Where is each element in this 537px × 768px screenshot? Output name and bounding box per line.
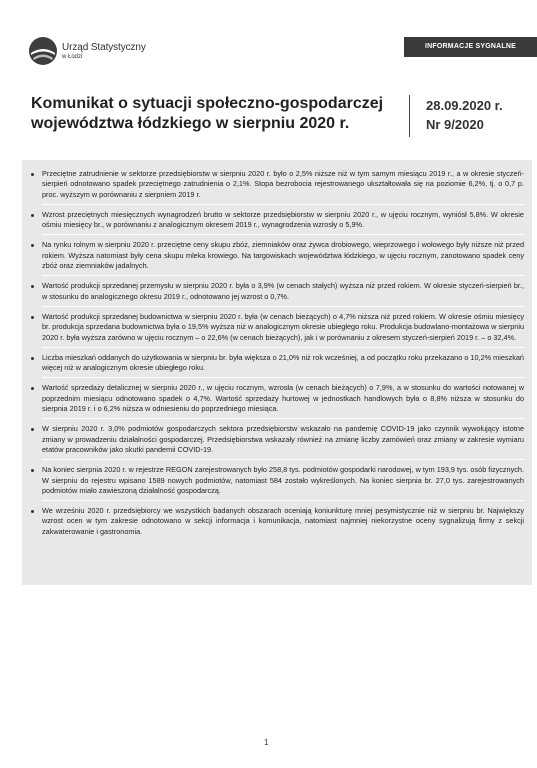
bullet-icon bbox=[31, 469, 34, 472]
highlight-text: Na rynku rolnym w sierpniu 2020 r. przeciętne ceny skupu zbóż, ziemniaków oraz żywca drobiowego, wieprzowego i wołowego były niższe niż przed rokiem. Wyższa natomiast były cena skupu mleka krowiego. Na targowiskach województwa łódzkiego, w ujęciu rocznym, zanotowano spadek ceny zbóż oraz ziemniaków jadalnych. bbox=[42, 240, 524, 271]
bullet-icon bbox=[31, 244, 34, 247]
divider bbox=[42, 459, 524, 460]
highlight-business-climate bbox=[22, 506, 532, 537]
highlight-text: Wartość produkcji sprzedanej budownictwa w sierpniu 2020 r. była (w cenach bieżących) o 4,7% niższa niż przed rokiem. W okresie ośmiu miesięcy br. produkcja sprzedana budownictwa była o 19,5% wyższa niż w analogicznym okresie ubiegłego roku. Produkcja budowlano-montażowa w sierpniu 2020 r. była wyższa zarówno w ujęciu rocznym – o 22,6% (w cenach bieżących), jak i w porównaniu z okresem styczeń-sierpień 2019 r. – o 32,4%. bbox=[42, 311, 524, 342]
highlights-panel bbox=[22, 160, 532, 585]
highlight-wages bbox=[22, 210, 532, 236]
issue-number: Nr 9/2020 bbox=[426, 117, 484, 132]
divider bbox=[42, 204, 524, 205]
highlight-industry bbox=[22, 281, 532, 307]
highlight-agriculture bbox=[22, 240, 532, 276]
divider bbox=[42, 500, 524, 501]
highlight-text: Przeciętne zatrudnienie w sektorze przedsiębiorstw w sierpniu 2020 r. było o 2,5% niższe niż w tym samym miesiącu 2019 r., a w okresie styczeń-sierpień odnotowano spadek przeciętnego zatrudnienia o 2,1%. Stopa bezrobocia rejestrowanego ukształtowała się na poziomie 6,2%, tj. o 0,7 p. proc. wyższym w porównaniu z sierpniem 2019 r. bbox=[42, 169, 524, 199]
bullet-icon bbox=[31, 173, 34, 176]
divider bbox=[42, 306, 524, 307]
bullet-icon bbox=[31, 316, 34, 319]
highlight-regon bbox=[22, 465, 532, 501]
bullet-icon bbox=[31, 285, 34, 288]
page-number: 1 bbox=[264, 738, 269, 747]
highlight-construction bbox=[22, 312, 532, 348]
title-line-1: Komunikat o sytuacji społeczno-gospodarczej bbox=[31, 95, 384, 112]
highlight-text: Wartość sprzedaży detalicznej w sierpniu 2020 r., w ujęciu rocznym, wzrosła (w cenach bieżących) o 7,9%, a w stosunku do wartości notowanej w poprzednim miesiącu odnotowano spadek o 4,7%. Wartość sprzedaży hurtowej w jednostkach handlowych była o 8,8% niższa w stosunku do sierpnia 2019 r. i o 6,2% niższa w odniesieniu do poprzedniego miesiąca. bbox=[42, 383, 524, 414]
highlight-text: Wzrost przeciętnych miesięcznych wynagrodzeń brutto w sektorze przedsiębiorstw w sierpniu 2020 r., w ujęciu rocznym, wyniósł 5,8%. W okresie ośmiu miesięcy br., w porównaniu z analogicznym okresem 2019 r., wynagrodzenia wzrosły o 5,9%. bbox=[42, 209, 524, 230]
category-badge: INFORMACJE SYGNALNE bbox=[404, 37, 537, 57]
highlight-housing bbox=[22, 353, 532, 379]
highlight-retail bbox=[22, 383, 532, 419]
bullet-icon bbox=[31, 387, 34, 390]
org-name-block bbox=[62, 42, 146, 61]
org-name: Urząd Statystyczny bbox=[62, 42, 146, 53]
gus-logo-icon bbox=[28, 36, 58, 66]
title-line-2: województwa łódzkiego w sierpniu 2020 r. bbox=[31, 115, 350, 132]
issue-date: 28.09.2020 r. bbox=[426, 98, 503, 113]
divider bbox=[42, 275, 524, 276]
highlight-text: Na koniec sierpnia 2020 r. w rejestrze REGON zarejestrowanych było 258,8 tys. podmiotów gospodarki narodowej, w tym 193,9 tys. osób fizycznych. W sierpniu do rejestru wpisano 1589 nowych podmiotów, natomiast 584 zostało wykreślonych. Na koniec sierpnia br. 27,0 tys. zarejestrowanych podmiotów miało zawieszoną działalność gospodarczą. bbox=[42, 465, 524, 495]
highlights-list bbox=[22, 169, 532, 537]
divider bbox=[42, 377, 524, 378]
highlight-covid bbox=[22, 424, 532, 460]
divider bbox=[42, 234, 524, 235]
highlight-text: We wrześniu 2020 r. przedsiębiorcy we wszystkich badanych obszarach oceniają koniunkturę mniej pesymistycznie niż w sierpniu br. Największy wzrost ocen w tym zakresie odnotowano w sekcji informacja i komunikacja, natomiast najmniej niekorzystne oceny sygnalizują firmy z sekcji zakwaterowanie i gastronomia. bbox=[42, 506, 524, 536]
divider bbox=[42, 418, 524, 419]
highlight-employment bbox=[22, 169, 532, 205]
title-divider bbox=[409, 95, 410, 137]
highlight-text: W sierpniu 2020 r. 3,0% podmiotów gospodarczych sektora przedsiębiorstw wskazało na pandemię COVID-19 jako czynnik wywołujący istotne zmiany w prowadzeniu działalności gospodarczej. Przedsiębiorstwa wskazały również na zmianę liczby zamówień oraz zmiany w zakresie wymiaru etatów pracowników jako skutki pandemii COVID-19. bbox=[42, 424, 524, 454]
bullet-icon bbox=[31, 214, 34, 217]
page-title bbox=[31, 94, 391, 134]
org-city: w Łodzi bbox=[62, 54, 83, 60]
divider bbox=[42, 347, 524, 348]
bullet-icon bbox=[31, 357, 34, 360]
bullet-icon bbox=[31, 510, 34, 513]
bullet-icon bbox=[31, 428, 34, 431]
highlight-text: Wartość produkcji sprzedanej przemysłu w sierpniu 2020 r. była o 3,9% (w cenach stałych) wyższa niż przed rokiem. W okresie styczeń-sierpień br., w stosunku do analogicznego okresu 2019 r., odnotowano jej wzrost o 0,7%. bbox=[42, 281, 524, 301]
highlight-text: Liczba mieszkań oddanych do użytkowania w sierpniu br. była większa o 21,0% niż rok wcześniej, a od początku roku przekazano o 10,2% mieszkań więcej niż w analogicznym okresie ubiegłego roku. bbox=[42, 352, 524, 373]
issue-info bbox=[426, 96, 503, 134]
